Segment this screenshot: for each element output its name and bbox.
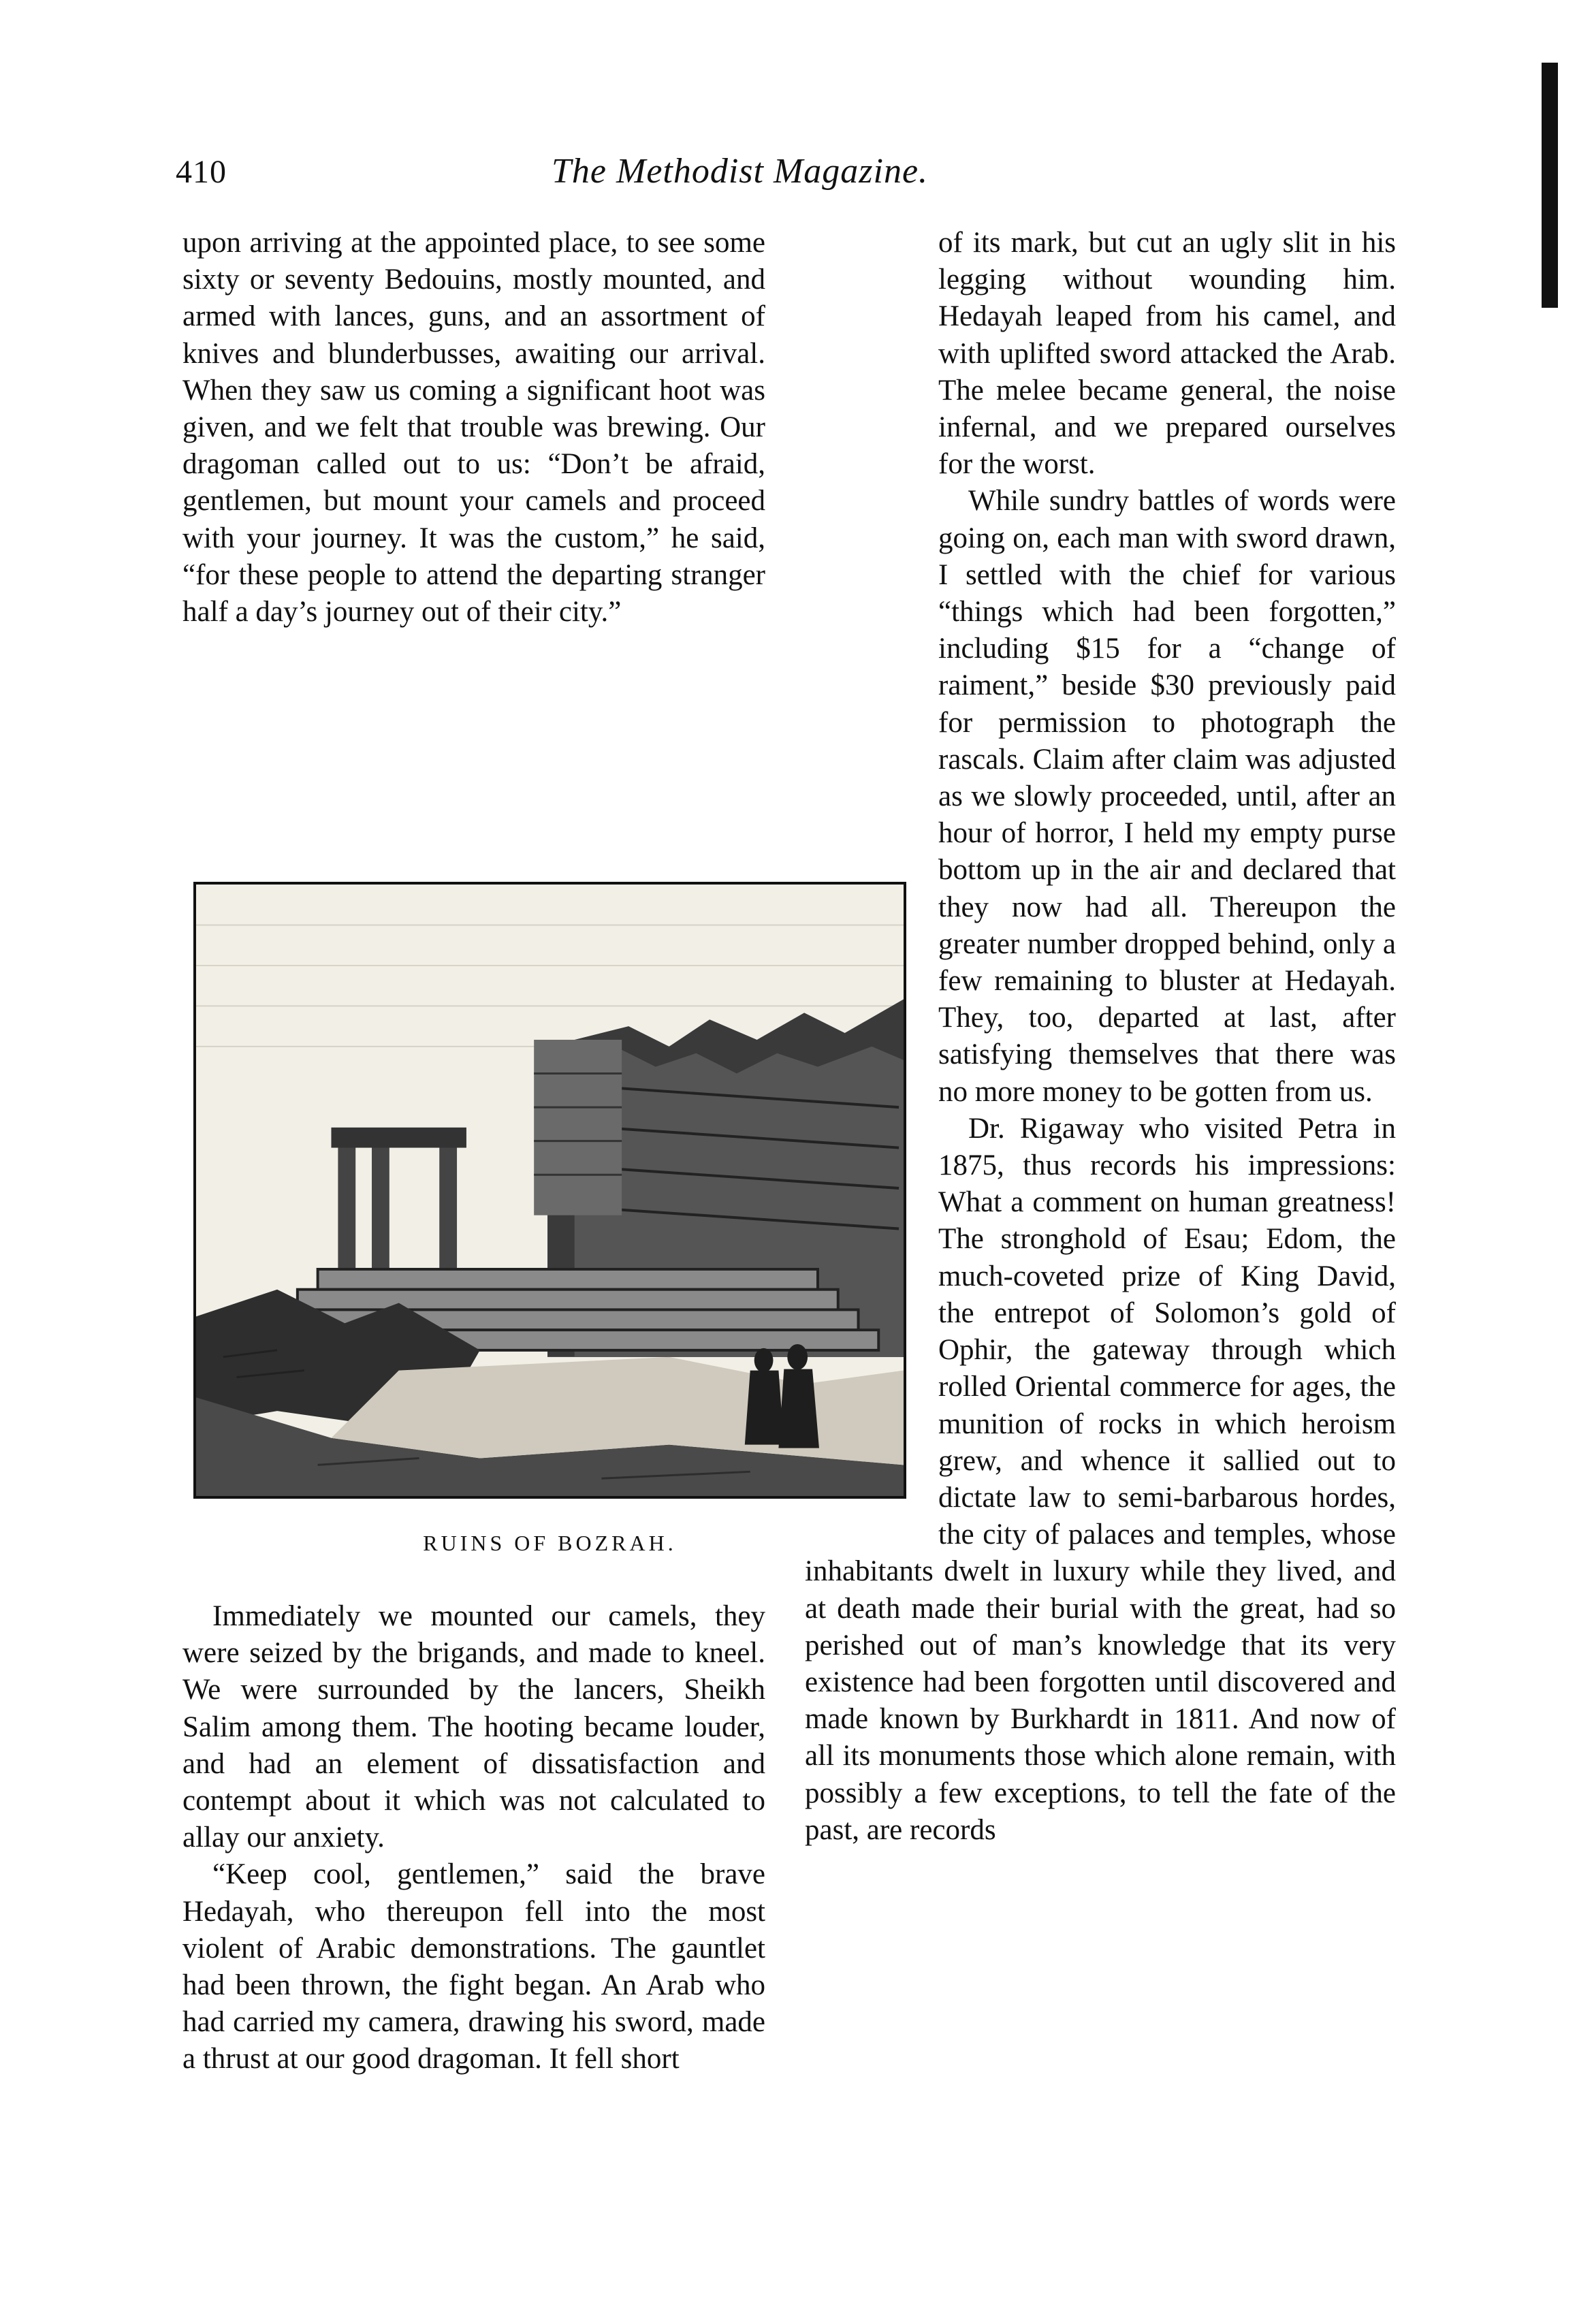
- left-column-bottom: [182, 1598, 765, 2078]
- paragraph: Dr. Rigaway who visited Petra in 1875, thus records his impressions: What a comment on human greatness! The stronghold of Esau; Edom, the much-coveted prize of King David, the entrepot of Solomon’s gold of Ophir, the gateway through which rolled Oriental commerce for ages, the munition of rocks in which heroism grew, and whence it sallied out to dictate law to semi-barbarous hordes, the city of palaces and temples, whose inhabitants dwelt in luxury while they lived, and at death made their burial with the great, had so perished out of man’s knowledge that its very existence had been forgotten until discovered and made known by Burkhardt in 1811. And now of all its monuments those which alone remain, with possibly a few exceptions, to tell the fate of the past, are records: [805, 1112, 1396, 1846]
- page-edge-mark: [1542, 63, 1558, 308]
- paragraph: Immediately we mounted our camels, they were seized by the brigands, and made to kneel. We were surrounded by the lancers, Sheikh Salim among them. The hooting became louder, and had an element of dissatisfaction and contempt about it which was not calculated to allay our anxiety.: [182, 1600, 765, 1854]
- paragraph: upon arriving at the appointed place, to see some sixty or seventy Bedouins, mostly mounted, and armed with lances, guns, and an assortment of knives and blunderbusses, awaiting our arrival. When they saw us coming a significant hoot was given, and we felt that trouble was brewing. Our dragoman called out to us: “Don’t be afraid, gentlemen, but mount your camels and proceed with your journey. It was the custom,” he said, “for these people to attend the departing stranger half a day’s journey out of their city.”: [182, 227, 765, 628]
- running-head: The Methodist Magazine.: [552, 152, 929, 191]
- left-column-top: [182, 225, 765, 631]
- page-number: 410: [176, 154, 227, 190]
- paragraph: While sundry battles of words were going on, each man with sword drawn, I settled with the chief for various “things which had been forgotten,” including $15 for a “change of raiment,” beside $30 previously paid for permission to photograph the rascals. Claim after claim was adjusted as we slowly proceeded, until, after an hour of horror, I held my empty purse bottom up in the air and declared that they now had all. Thereupon the greater number dropped behind, only a few remaining to bluster at Hedayah. They, too, departed at last, after satisfying themselves that there was no more money to be gotten from us.: [938, 485, 1396, 1108]
- paragraph: “Keep cool, gentlemen,” said the brave Hedayah, who thereupon fell into the most violent of Arabic demonstrations. The gauntlet had been thrown, the fight began. An Arab who had carried my camera, drawing his sword, made a thrust at our good dragoman. It fell short: [182, 1858, 765, 2075]
- figure-caption: RUINS OF BOZRAH.: [423, 1531, 677, 1555]
- paragraph: of its mark, but cut an ugly slit in his legging without wounding him. Hedayah leaped from his camel, and with uplifted sword attacked the Arab. The melee became general, the noise infernal, and we prepared ourselves for the worst.: [938, 227, 1396, 481]
- figure-wrap-space: [798, 846, 938, 1541]
- right-column: [805, 225, 1396, 1849]
